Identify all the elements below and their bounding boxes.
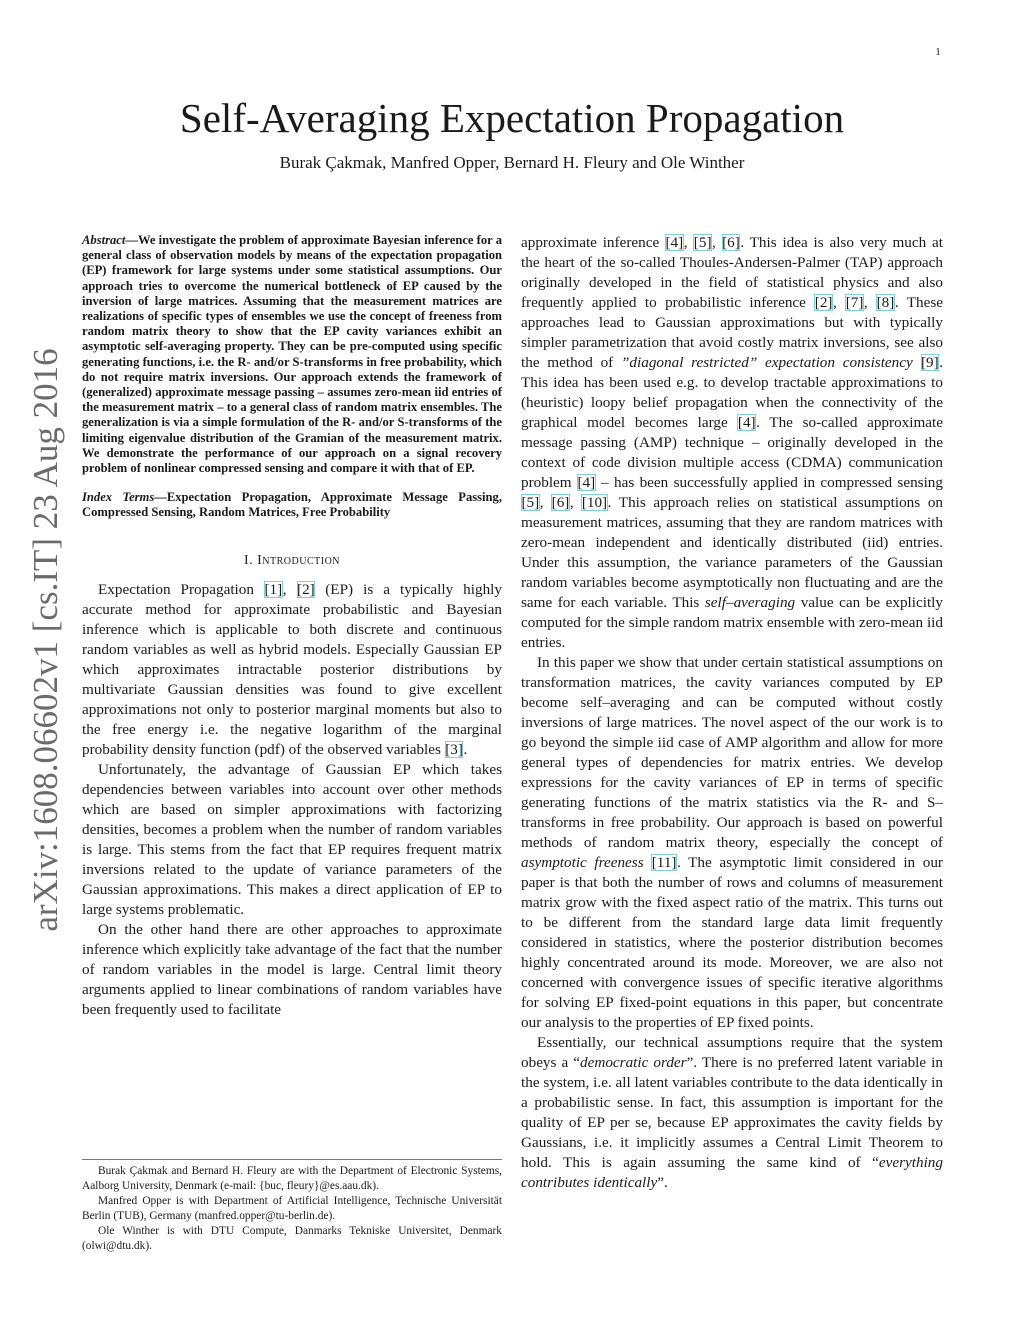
citation-link[interactable]: [4] — [577, 474, 596, 491]
text-run: , — [833, 294, 846, 311]
intro-paragraph-2: Unfortunately, the advantage of Gaussian EP which takes dependencies between variables into account over other methods which are based on simpler approximations with factorizing densities, becomes a problem when the number of random variables is large. This stems from the fact that EP requires frequent matrix inversions related to the update of variance parameters of the Gaussian approximations. This makes a direct application of EP to large systems problematic. — [82, 760, 502, 918]
emphasis: self–averaging — [704, 594, 796, 611]
citation-link[interactable]: [5] — [521, 494, 540, 511]
text-run: ”. There is no preferred latent variable in the system, i.e. all latent variables contribute to the data identically in a probabilistic sense. In fact, this assumption is important for the quality of EP per se, because EP approximates the cavity fields by Gaussians, i.e. it implicitly assumes a Central Limit Theorem to hold. This is again assuming the same kind of “ — [521, 1054, 943, 1171]
emphasis: everything contributes identically — [521, 1154, 943, 1191]
citation-link[interactable]: [9] — [921, 354, 939, 371]
author-list: Burak Çakmak, Manfred Opper, Bernard H. Fleury and Ole Winther — [279, 153, 745, 172]
section-title: Introduction — [257, 552, 341, 568]
text-run: ”. — [657, 1174, 668, 1191]
abstract-text: We investigate the problem of approximate Bayesian inference for a general class of observation models by means of the expectation propagation (EP) framework for large systems under some statistical assumptions. Our approach tries to overcome the numerical bottleneck of EP caused by the inversion of large matrices. Assuming that the measurement matrices are realizations of specific types of ensembles we use the concept of freeness from random matrix theory to show that the EP cavity variances exhibit an asymptotic self-averaging property. They can be pre-computed using specific generating functions, i.e. the R- and/or S-transforms in free probability, which do not require matrix inversions. Our approach extends the framework of (generalized) approximate message passing – assumes zero-mean iid entries of the measurement matrix – to a general class of random matrix ensembles. The generalization is via a simple formulation of the R- and/or S-transforms of the limiting eigenvalue distribution of the Gramian of the measurement matrix. We demonstrate the performance of our approach on a signal recovery problem of nonlinear compressed sensing and compare it with that of EP. — [82, 233, 502, 476]
text-run: , — [569, 494, 582, 511]
text-run: , — [683, 234, 694, 251]
section-heading-introduction — [82, 551, 502, 571]
citation-link[interactable]: [4] — [665, 234, 684, 251]
index-terms — [82, 490, 502, 520]
arxiv-identifier-stamp: arXiv:1608.06602v1 [cs.IT] 23 Aug 2016 — [26, 348, 65, 932]
abstract-label: Abstract— — [82, 233, 138, 247]
citation-link[interactable]: [8] — [876, 294, 895, 311]
text-run: . These approaches lead to Gaussian approximations but with typically simpler parametrization that avoid costly matrix inversions, see also the method of — [521, 294, 943, 371]
citation-link[interactable]: [6] — [551, 494, 570, 511]
citation-link[interactable]: [3] — [445, 740, 463, 758]
left-column — [82, 233, 502, 1020]
index-terms-text: Expectation Propagation, Approximate Message Passing, Compressed Sensing, Random Matrices, Free Probability — [82, 490, 503, 520]
paper-title: Self-Averaging Expectation Propagation — [179, 95, 845, 141]
text-run: (EP) is a typically highly accurate method for approximate probabilistic and Bayesian inference which is applicable to both discrete and continuous random variables as well as hybrid models. Especially Gaussian EP which approximates intractable posterior distributions by multivariate Gaussian densities was found to give excellent approximations not only to posterior marginal moments but also to the free energy i.e. the negative logarithm of the marginal probability density function (pdf) of the observed variables — [82, 580, 502, 758]
right-column — [521, 233, 943, 1193]
index-terms-label: Index Terms— — [82, 490, 167, 505]
citation-link[interactable]: [5] — [693, 234, 712, 251]
text-run: , — [539, 494, 552, 511]
citation-link[interactable]: [11] — [651, 854, 677, 871]
text-run: , — [863, 294, 877, 311]
intro-paragraph-continued — [521, 233, 943, 653]
text-run: Expectation Propagation — [98, 580, 264, 598]
page-number: 1 — [935, 46, 941, 58]
citation-link[interactable]: [10] — [581, 494, 608, 511]
citation-link[interactable]: [7] — [845, 294, 864, 311]
footnote: Manfred Opper is with Department of Artificial Intelligence, Technische Universität Berlin (TUB), Germany (manfred.opper@tu-berlin.de). — [82, 1195, 502, 1222]
intro-paragraph-5 — [521, 1033, 943, 1193]
text-run: Essentially, our technical assumptions require that the system obeys a “ — [521, 1034, 943, 1071]
citation-link[interactable]: [6] — [722, 234, 740, 251]
text-run: . The so-called approximate message passing (AMP) technique – originally developed in the context of code division multiple access (CDMA) communication problem — [521, 414, 943, 491]
section-number: I. — [243, 552, 254, 568]
affiliation-footnotes — [82, 1159, 502, 1255]
text-run: . This idea is also very much at the heart of the so-called Thoules-Andersen-Palmer (TAP) approach originally developed in the field of statistical physics and also frequently applied to probabilistic inference — [521, 234, 943, 311]
intro-paragraph-3: On the other hand there are other approaches to approximate inference which explicitly take advantage of the fact that the number of random variables in the model is large. Central limit theory arguments applied to linear combinations of random variables have been frequently used to facilitate — [82, 920, 502, 1018]
text-run: . The asymptotic limit considered in our paper is that both the number of rows and columns of measurement matrix grow with the fixed aspect ratio of the matrix. This turns out to be different from the standard large data limit frequently considered in statistics, where the posterior distribution becomes highly concentrated around its mode. Moreover, we are also not concerned with convergence issues of specific iterative algorithms for solving EP fixed-point equations in this paper, but concentrate our analysis to the properties of EP fixed points. — [521, 854, 943, 1031]
text-run — [913, 354, 921, 371]
text-run: , — [712, 234, 722, 251]
citation-link[interactable]: [1] — [264, 580, 283, 598]
text-run: . — [463, 740, 468, 758]
emphasis: asymptotic freeness — [521, 854, 644, 871]
text-run: In this paper we show that under certain statistical assumptions on transformation matrices, the cavity variances computed by EP become self–averaging and can be computed without costly inversions of large matrices. The novel aspect of the our work is to go beyond the simple iid case of AMP algorithm and allow for more general types of dependencies for matrix entries. We develop expressions for the cavity variances of EP in terms of specific generating functions of the matrix statistics via the R- and S–transforms in free probability. Our approach is based on powerful methods of random matrix theory, especially the concept of — [521, 654, 943, 851]
intro-paragraph-4 — [521, 653, 943, 1033]
text-run: approximate inference — [521, 234, 665, 251]
citation-link[interactable]: [2] — [814, 294, 833, 311]
text-run: . This approach relies on statistical assumptions on measurement matrices, assuming that they are random matrices with zero-mean independent and identically distributed (iid) entries. Under this assumption, the variance parameters of the Gaussian random variables become asymptotically non fluctuating and are the same for each variable. This — [521, 494, 944, 611]
text-run: – has been successfully applied in compressed sensing — [595, 474, 943, 491]
text-run: . This idea has been used e.g. to develop tractable approximations to (heuristic) loopy belief propagation when the connectivity of the graphical model becomes large — [521, 354, 944, 431]
text-run: value can be explicitly computed for the simple random matrix ensemble with zero-mean iid entries. — [521, 594, 943, 651]
intro-paragraph-1 — [82, 580, 502, 760]
citation-link[interactable]: [2] — [297, 580, 315, 598]
citation-link[interactable]: [4] — [737, 414, 756, 431]
emphasis: ”diagonal restricted” expectation consistency — [620, 354, 913, 371]
text-run: , — [282, 580, 297, 598]
abstract — [82, 233, 502, 476]
emphasis: democratic order — [580, 1054, 687, 1071]
footnote: Burak Çakmak and Bernard H. Fleury are with the Department of Electronic Systems, Aalborg University, Denmark (e-mail: {buc, fleury}@es.aau.dk). — [82, 1165, 502, 1192]
footnote: Ole Winther is with DTU Compute, Danmarks Tekniske Universitet, Denmark (olwi@dtu.dk). — [82, 1225, 502, 1252]
